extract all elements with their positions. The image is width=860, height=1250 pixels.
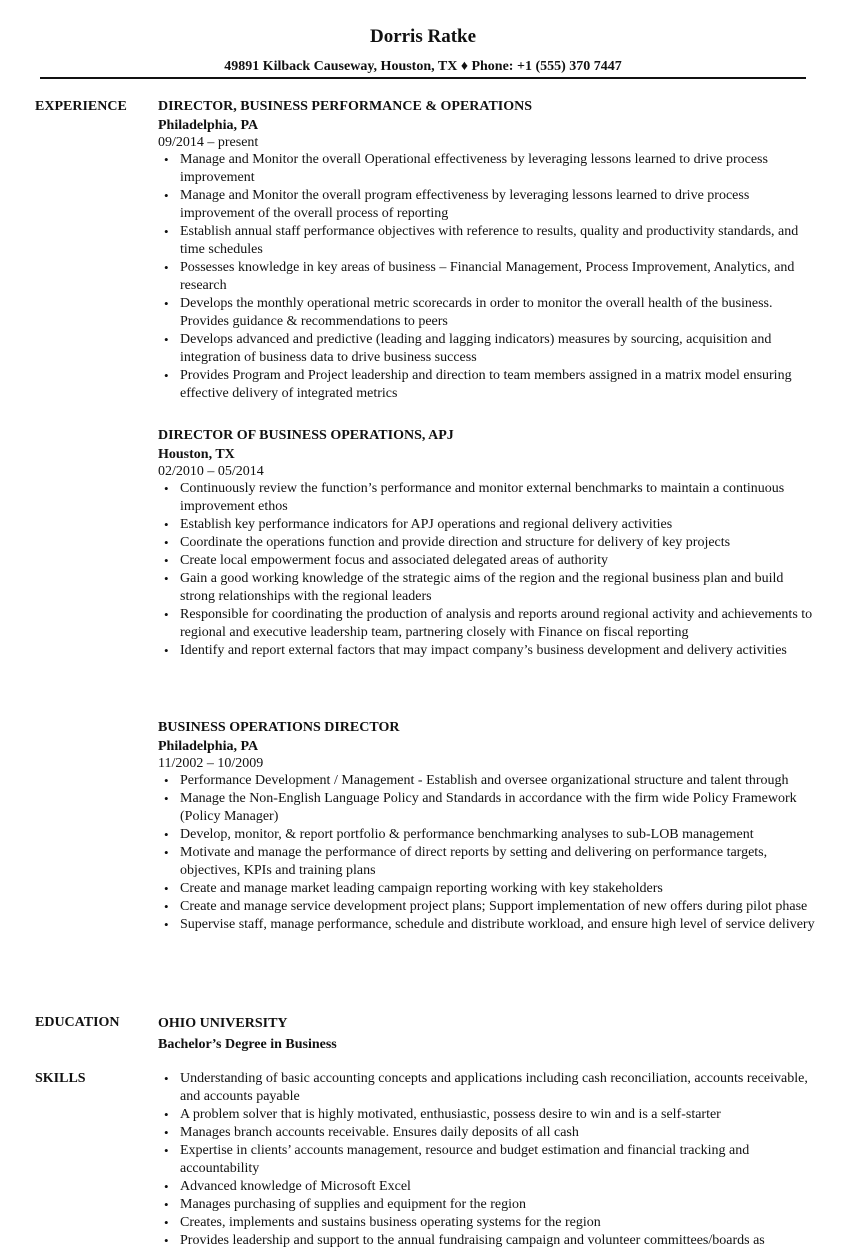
bullet-item xyxy=(158,916,818,934)
bullet-icon: • xyxy=(164,917,169,932)
bullet-icon: • xyxy=(164,1143,169,1158)
bullet-item xyxy=(158,826,818,844)
bullet-item xyxy=(158,898,818,916)
bullet-text: Establish key performance indicators for APJ operations and regional delivery activities xyxy=(180,517,673,532)
bullet-icon: • xyxy=(164,260,169,275)
skill-item xyxy=(158,1142,818,1178)
bullet-item xyxy=(158,880,818,898)
bullet-icon: • xyxy=(164,1233,169,1248)
bullet-item xyxy=(158,772,818,790)
bullet-icon: • xyxy=(164,296,169,311)
job-bullets xyxy=(158,151,818,403)
bullet-icon: • xyxy=(164,899,169,914)
degree: Bachelor’s Degree in Business xyxy=(158,1037,337,1052)
bullet-text: Develop, monitor, & report portfolio & performance benchmarking analyses to sub-LOB management xyxy=(180,827,754,842)
section-label-experience: EXPERIENCE xyxy=(35,99,127,114)
bullet-text: Manage and Monitor the overall Operational effectiveness by leveraging lessons learned to drive process improvement xyxy=(180,152,768,185)
skill-item xyxy=(158,1232,818,1250)
bullet-icon: • xyxy=(164,481,169,496)
bullet-item xyxy=(158,259,818,295)
skill-text: A problem solver that is highly motivated, enthusiastic, possess desire to win and is a self-starter xyxy=(180,1107,721,1122)
bullet-icon: • xyxy=(164,1125,169,1140)
job-dates: 02/2010 – 05/2014 xyxy=(158,464,264,479)
bullet-text: Create local empowerment focus and associated delegated areas of authority xyxy=(180,553,608,568)
bullet-icon: • xyxy=(164,535,169,550)
bullet-item xyxy=(158,606,818,642)
school-name: OHIO UNIVERSITY xyxy=(158,1016,288,1031)
job-title: BUSINESS OPERATIONS DIRECTOR xyxy=(158,720,400,735)
bullet-icon: • xyxy=(164,332,169,347)
bullet-text: Provides Program and Project leadership and direction to team members assigned in a matrix model ensuring effective delivery of integrated metrics xyxy=(180,368,792,401)
job-location: Houston, TX xyxy=(158,447,235,462)
bullet-icon: • xyxy=(164,845,169,860)
skill-text: Understanding of basic accounting concepts and applications including cash reconciliation, accounts receivable, and accounts payable xyxy=(180,1071,808,1104)
bullet-item xyxy=(158,642,818,660)
skill-text: Expertise in clients’ accounts management, resource and budget estimation and financial tracking and accountability xyxy=(180,1143,750,1176)
bullet-item xyxy=(158,790,818,826)
bullet-text: Develops the monthly operational metric scorecards in order to monitor the overall health of the business. Provides guidance & recommendations to peers xyxy=(180,296,773,329)
job-bullets xyxy=(158,772,818,934)
job-entry xyxy=(158,98,818,403)
bullet-item xyxy=(158,516,818,534)
skills-list xyxy=(158,1070,818,1250)
bullet-item xyxy=(158,570,818,606)
bullet-text: Develops advanced and predictive (leading and lagging indicators) measures by sourcing, acquisition and integration of business data to drive business success xyxy=(180,332,772,365)
bullet-text: Establish annual staff performance objectives with reference to results, quality and productivity standards, and time schedules xyxy=(180,224,799,257)
skill-item xyxy=(158,1214,818,1232)
bullet-item xyxy=(158,295,818,331)
bullet-text: Manage the Non-English Language Policy and Standards in accordance with the firm wide Policy Framework (Policy Manager) xyxy=(180,791,797,824)
skill-item xyxy=(158,1178,818,1196)
bullet-item xyxy=(158,187,818,223)
bullet-text: Motivate and manage the performance of direct reports by setting and delivering on performance targets, objectives, KPIs and training plans xyxy=(180,845,768,878)
skill-text: Manages purchasing of supplies and equipment for the region xyxy=(180,1197,527,1212)
job-title: DIRECTOR, BUSINESS PERFORMANCE & OPERATIONS xyxy=(158,99,533,114)
section-label-skills: SKILLS xyxy=(35,1071,86,1086)
bullet-icon: • xyxy=(164,553,169,568)
bullet-text: Create and manage service development project plans; Support implementation of new offers during pilot phase xyxy=(180,899,808,914)
job-bullets xyxy=(158,480,818,660)
job-entry xyxy=(158,427,818,660)
job-location: Philadelphia, PA xyxy=(158,118,259,133)
bullet-icon: • xyxy=(164,1107,169,1122)
bullet-item xyxy=(158,223,818,259)
bullet-icon: • xyxy=(164,571,169,586)
bullet-icon: • xyxy=(164,224,169,239)
bullet-icon: • xyxy=(164,1071,169,1086)
bullet-text: Continuously review the function’s performance and monitor external benchmarks to maintain a continuous improvement ethos xyxy=(180,481,785,514)
skill-text: Advanced knowledge of Microsoft Excel xyxy=(180,1179,411,1194)
skill-item xyxy=(158,1124,818,1142)
job-title: DIRECTOR OF BUSINESS OPERATIONS, APJ xyxy=(158,428,454,443)
skill-item xyxy=(158,1070,818,1106)
bullet-item xyxy=(158,331,818,367)
bullet-item xyxy=(158,552,818,570)
bullet-icon: • xyxy=(164,368,169,383)
bullet-text: Gain a good working knowledge of the strategic aims of the region and the regional business plan and build strong relationships with the regional leaders xyxy=(180,571,784,604)
job-dates: 11/2002 – 10/2009 xyxy=(158,756,264,771)
job-location: Philadelphia, PA xyxy=(158,739,259,754)
bullet-item xyxy=(158,480,818,516)
contact-line: 49891 Kilback Causeway, Houston, TX ♦ Phone: +1 (555) 370 7447 xyxy=(224,59,622,74)
skills-entry xyxy=(158,1070,818,1250)
bullet-icon: • xyxy=(164,827,169,842)
candidate-name: Dorris Ratke xyxy=(369,26,477,47)
bullet-text: Possesses knowledge in key areas of business – Financial Management, Process Improvement, Analytics, and research xyxy=(180,260,795,293)
skill-item xyxy=(158,1106,818,1124)
bullet-icon: • xyxy=(164,643,169,658)
bullet-icon: • xyxy=(164,791,169,806)
skill-text: Manages branch accounts receivable. Ensures daily deposits of all cash xyxy=(180,1125,579,1140)
bullet-text: Create and manage market leading campaign reporting working with key stakeholders xyxy=(180,881,663,896)
bullet-icon: • xyxy=(164,1179,169,1194)
bullet-text: Supervise staff, manage performance, schedule and distribute workload, and ensure high level of service delivery xyxy=(180,917,815,932)
bullet-text: Performance Development / Management - Establish and oversee organizational structure and talent through xyxy=(180,773,789,788)
bullet-item xyxy=(158,151,818,187)
bullet-icon: • xyxy=(164,152,169,167)
bullet-text: Coordinate the operations function and provide direction and structure for delivery of key projects xyxy=(180,535,731,550)
bullet-text: Identify and report external factors that may impact company’s business development and delivery activities xyxy=(180,643,787,658)
header-divider xyxy=(40,77,806,79)
bullet-icon: • xyxy=(164,188,169,203)
job-dates: 09/2014 – present xyxy=(158,135,259,150)
skill-text: Creates, implements and sustains business operating systems for the region xyxy=(180,1215,601,1230)
bullet-icon: • xyxy=(164,1197,169,1212)
education-entry xyxy=(158,1015,818,1054)
bullet-text: Manage and Monitor the overall program effectiveness by leveraging lessons learned to drive process improvement of the overall process of reporting xyxy=(180,188,750,221)
skill-item xyxy=(158,1196,818,1214)
bullet-icon: • xyxy=(164,773,169,788)
skill-text: Provides leadership and support to the annual fundraising campaign and volunteer committees/boards as xyxy=(180,1233,765,1248)
bullet-icon: • xyxy=(164,1215,169,1230)
bullet-icon: • xyxy=(164,607,169,622)
bullet-item xyxy=(158,844,818,880)
bullet-item xyxy=(158,534,818,552)
bullet-icon: • xyxy=(164,517,169,532)
bullet-text: Responsible for coordinating the production of analysis and reports around regional activity and achievements to regional and executive leadership team, partnering closely with Finance on fiscal reporting xyxy=(180,607,813,640)
bullet-item xyxy=(158,367,818,403)
job-entry xyxy=(158,719,818,934)
bullet-icon: • xyxy=(164,881,169,896)
section-label-education: EDUCATION xyxy=(35,1015,120,1030)
